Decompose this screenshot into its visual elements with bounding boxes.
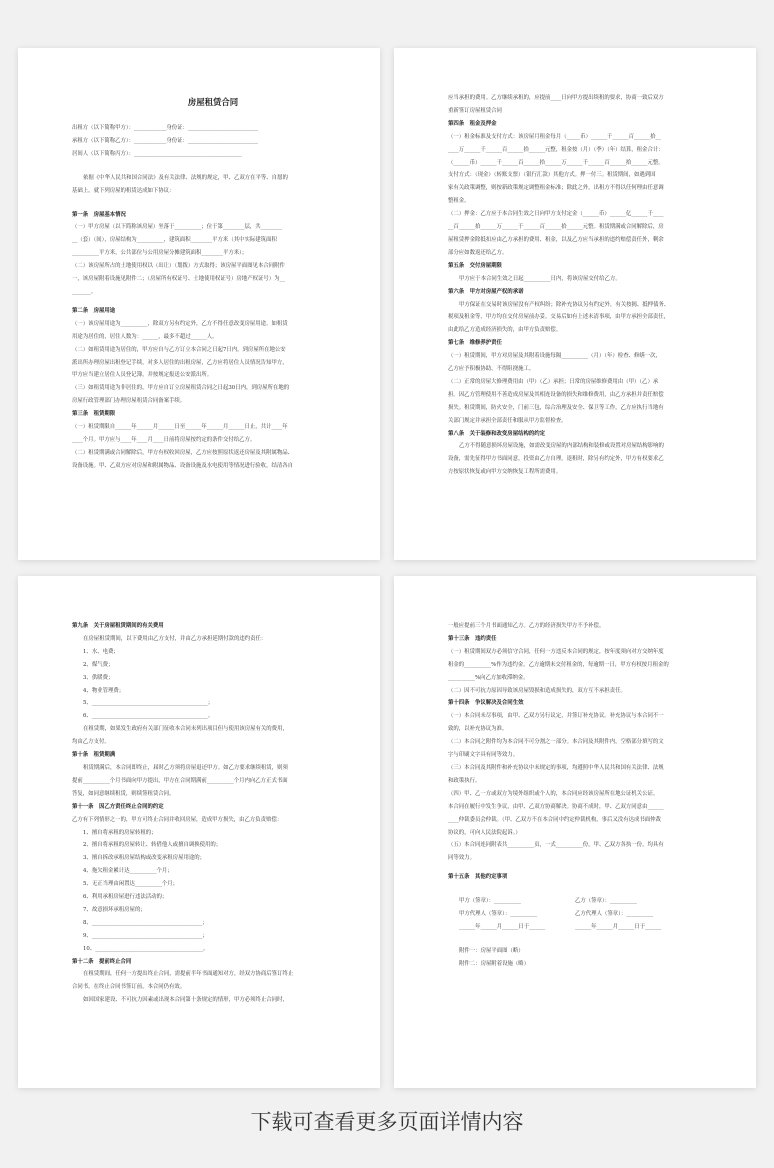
section-heading: 第十一条 因乙方责任终止合同的约定: [72, 803, 164, 810]
clause-line: 5、___________________________________________；: [83, 700, 214, 707]
clause-line: ____万______千______百______拾______元整，租金按（月）（季）（年）结算，租金合计：: [448, 146, 664, 153]
section-heading: 第十五条 其他约定事项: [448, 874, 508, 881]
clause-line: 字与印刷文字具有同等效力。: [448, 752, 519, 759]
clause-line: 3、擅自拆改承租房屋结构或改变承租房屋用途的；: [83, 855, 206, 862]
clause-line: 一般应提前三个月书面通知乙方。乙方的经济损失甲方不予补偿。: [448, 623, 605, 629]
clause-line: __百______拾______万______千______百______拾______元整。租赁期满或合同解除后，房: [448, 224, 664, 231]
signature-row: [448, 921, 730, 934]
clause-line: 致的，以补充协议为准。: [448, 726, 508, 733]
clause-line: 6、___________________________________________。: [83, 713, 214, 720]
signature-row: [448, 895, 730, 908]
party-landlord: 出租方（以下简称甲方）：____________身份证：__________________________: [72, 125, 258, 131]
section-heading: 第十二条 提前终止合同: [72, 958, 132, 965]
document-page-3: [18, 576, 380, 1088]
clause-line: 支付方式：（现金）（转账支票）（银行汇款）其他方式。押一付三。租赁期间，如遇到国: [448, 172, 656, 179]
clause-line: 屋租赁押金除抵扣应由乙方承担的费用、租金，以及乙方应当承担的违约赔偿责任外，剩余: [448, 236, 664, 243]
clause-line: 关部门规定并承担全部责任和服从甲方监督检查。: [448, 417, 567, 424]
landlord-signature: 甲方（签章）：__________: [459, 898, 521, 905]
clause-line: 部分应如数返还给乙方。: [448, 249, 508, 256]
clause-line: 同等效力。: [448, 855, 475, 862]
clause-line: 10、________________________________________。: [83, 945, 209, 952]
clause-line: 6、利用承租房屋进行违法活动的；: [83, 894, 168, 901]
clause-line: 重新签订房屋租赁合同: [448, 107, 502, 114]
clause-line: 答复，如同意继续租赁，则续签租赁合同。: [72, 790, 175, 797]
clause-line: （一）租赁期间双方必须信守合同，任何一方违反本合同的规定，按年度须向对方交纳年度: [448, 648, 664, 655]
section-heading: 第七条 维修养护责任: [448, 340, 502, 347]
clause-line: （一）甲方房屋（以下简称该房屋）坐落于__________；位于第________层，共________: [72, 224, 283, 231]
clause-line: 在租赁期，如果发生政府有关部门征收本合同未列出项目但与使用该房屋有关的费用，: [83, 726, 288, 733]
clause-line: （二）押金：乙方应于本合同生效之日向甲方支付定金（______币）______亿______千____: [448, 211, 664, 218]
clause-line: 8、_________________________________________；: [83, 919, 208, 926]
clause-line: 2、擅自将承租的房屋转让、转借他人或擅自调换使用的；: [83, 842, 222, 849]
section-heading: 第九条 关于房屋租赁期间的有关费用: [72, 623, 164, 629]
clause-line: 损失。租赁期间，防火安全，门前三包，综合治理及安全、保卫等工作，乙方应执行当地有: [448, 404, 664, 411]
clause-line: （一）该房屋用途为__________，除双方另有约定外，乙方不得任意改变房屋用途。如租赁: [72, 320, 288, 327]
clause-line: 设备设施。甲、乙双方应对房屋和附属物品、设备设施及水电使用等情况进行验收，结清各自: [72, 462, 294, 469]
clause-line: 一，该房屋附着设施见附件二；（房屋所有权证号、土地使用权证号）房地产权证号）为__: [72, 276, 285, 283]
clause-line: 甲方应当建立居住人员登记簿，并按规定报送公安派出所。: [72, 372, 213, 379]
clause-line: 甲方应于本合同生效之日起__________日内，将该房屋交付给乙方。: [459, 275, 621, 282]
clause-line: （一）租赁期限自______年______月______日至______年______月______日止，共计____年: [72, 424, 288, 431]
clause-line: （一）租金标准及支付方式：该房屋月租金每月（_____币）______千______百______拾__: [448, 133, 661, 140]
tenant-agent-signature: 乙方代理人（签章）：__________: [575, 911, 654, 918]
clause-line: 乙方不得随意损坏房屋设施，如需改变房屋的内部结构和装修或设置对房屋结构影响的: [459, 443, 664, 450]
clause-line: 1、擅自将承租的房屋转租的；: [83, 829, 157, 836]
clause-line: 1、水、电费；: [83, 648, 119, 655]
clause-line: （二）本合同之附件均为本合同不可分割之一部分。本合同及其附件内，空格部分填写的文: [448, 739, 664, 746]
document-title: 房屋租赁合同: [187, 97, 239, 107]
document-page-2: [394, 48, 756, 560]
clause-line: 派出所办理房屋出租登记手续，对多人居住的出租房屋，乙方应将居住人员情况告知甲方，: [72, 359, 288, 366]
clause-line: 4、物业管理费；: [83, 687, 125, 694]
document-page-1: [18, 48, 380, 560]
section-heading: 第三条 租赁期限: [72, 411, 116, 418]
clause-line: 家有关政策调整，则按新政策规定调整租金标准；除此之外，出租方不得以任何理由任意调: [448, 185, 664, 192]
clause-line: __________平方米，公共部位与公用房屋分摊建筑面积________平方米）；: [72, 250, 248, 257]
clause-line: 和政策执行。: [448, 777, 481, 784]
clause-line: 在房屋租赁期间，以下费用由乙方支付，并由乙方承担延期付款的违约责任：: [83, 635, 267, 642]
clause-line: （三）如租赁用途为非居住的，甲方应自订立房屋租赁合同之日起30日内，到房屋所在地的: [72, 385, 290, 392]
section-heading: 第二条 房屋用途: [72, 307, 116, 314]
section-heading: 第一条 房屋基本情况: [72, 211, 126, 218]
clause-line: 乙方应予积极协助，不得阻挠施工。: [448, 366, 535, 373]
clause-line: （二）如租赁用途为居住的，甲方应自与乙方订立本合同之日起7日内，到房屋所在地公安: [72, 346, 286, 353]
section-heading: 第五条 交付房屋期限: [448, 262, 502, 269]
clause-line: 3、供暖费；: [83, 674, 114, 681]
clause-line: 提前__________个月书面向甲方提出，甲方在合同期满前__________个月内向乙方正式书面: [72, 777, 288, 784]
intro-line: 基础上，就下列房屋的租赁达成如下协议：: [72, 187, 175, 194]
document-page-4: [394, 576, 756, 1088]
section-heading: 第十四条 争议解决及合同生效: [448, 700, 524, 707]
clause-line: （二）因不可抗力原因导致该房屋毁损和造成损失的，双方互不承担责任。: [448, 687, 626, 694]
download-more-prompt[interactable]: 下载可查看更多页面详情内容: [250, 1110, 524, 1134]
clause-line: （四）甲、乙一方或双方为境外组织或个人的，本合同应经该房屋所在地公证机关公证。: [448, 790, 659, 797]
section-heading: 第四条 租金及押金: [448, 120, 497, 127]
landlord-sign-date: ______年______月______日于______: [459, 923, 546, 930]
party-tenant: 承租方（以下简称乙方）：____________身份证：__________________________: [72, 137, 258, 144]
clause-line: 合同书，在终止合同书签订前，本合同仍有效。: [72, 984, 186, 991]
clause-line: 由此给乙方造成经济损失的，由甲方负责赔偿。: [448, 327, 562, 334]
clause-line: _______。: [72, 288, 97, 295]
signature-row: [448, 908, 730, 921]
clause-line: 应当承担的费用。乙方继续承租的，应提前____日向甲方提出续租的要求，协商一致后双方: [448, 95, 664, 101]
clause-line: __________%向乙方加收滞纳金。: [448, 674, 529, 681]
clause-line: 用途为居住的，居住人数为：______，最多不超过______人。: [72, 333, 218, 340]
tenant-sign-date: ______年______月______日于______: [575, 923, 662, 930]
clause-line: （______币）______千______百______拾______万______千______百______拾______元整。: [448, 159, 664, 166]
clause-line: 方按原状恢复或向甲方交纳恢复工程所需费用。: [448, 469, 562, 476]
landlord-agent-signature: 甲方代理人（签章）：__________: [459, 911, 538, 918]
clause-line: ____个月。甲方应与____年____月____日前将房屋按约定的条件交付给乙方。: [72, 436, 256, 443]
clause-line: 2、煤气费；: [83, 661, 114, 668]
clause-line: 在租赁期间，任何一方提出终止合同，需提前半年书面通知对方，经双方协商后签订终止: [83, 971, 294, 978]
attachment-item: 附件一：房屋平面图（略）: [459, 947, 524, 954]
clause-line: 7、故意损坏承租房屋的；: [83, 906, 146, 913]
party-agent: 居间人（以下简称丙方）：________________________________________: [72, 150, 242, 157]
clause-line: 租赁期满后，本合同即终止，届时乙方须将房屋退还甲方。如乙方要求继续租赁，则须: [83, 764, 288, 771]
clause-line: 房屋行政管理部门办理房屋租赁合同备案手续。: [72, 398, 186, 405]
attachment-item: 附件二：房屋附着设施（略）: [459, 960, 530, 967]
clause-line: 4、拖欠租金累计达__________个月；: [83, 868, 173, 875]
intro-line: 依据《中华人民共和国合同法》及有关法律、法规的规定，甲、乙双方在平等、自愿的: [83, 174, 288, 181]
clause-line: 整租金。: [448, 198, 470, 205]
tenant-signature: 乙方（签章）：__________: [575, 898, 637, 905]
clause-line: （五）本合同连同附表共__________页，一式__________份，甲、乙双方各执一份，均具有: [448, 842, 664, 849]
clause-line: 设备，需先征得甲方书面同意，投资由乙方自理。退租时，除另有约定外，甲方有权要求乙: [448, 456, 664, 463]
clause-line: ____仲裁委员会仲裁。（甲、乙双方不在本合同中约定仲裁机构，事后又没有达成书面仲裁: [448, 816, 661, 823]
clause-line: 本合同在履行中发生争议，由甲、乙双方协商解决。协商不成时，甲、乙双方同意由______: [448, 803, 664, 810]
clause-line: 均由乙方支付。: [72, 739, 110, 746]
clause-line: 如因国家建设、不可抗力因素或出现本合同第十条规定的情形，甲方必须终止合同时，: [83, 997, 288, 1004]
section-heading: 第十三条 违约责任: [448, 635, 497, 642]
clause-line: 协议的，可向人民法院起诉。）: [448, 829, 521, 836]
clause-line: 乙方有下列情形之一的，甲方可终止合同并收回房屋，造成甲方损失，由乙方负责赔偿：: [72, 816, 283, 823]
section-heading: 第六条 甲方对房屋产权的承诺: [448, 288, 524, 295]
clause-line: （二）租赁期满或合同解除后，甲方有权收回房屋，乙方应按照原状返还房屋及其附属物品、: [72, 449, 294, 456]
section-heading: 第八条 关于装修和改变房屋结构的约定: [448, 430, 546, 437]
clause-line: （一）租赁期间，甲方对房屋及其附着设施每隔__________（月）（年）检查、修缮一次，: [448, 353, 661, 360]
clause-line: 担。因乙方管理使用不善造成房屋及其相连设备的损失和维修费用，由乙方承担并责任赔偿: [448, 391, 664, 398]
clause-line: （三）本合同及其附件和补充协议中未规定的事项，均遵照中华人民共和国有关法律、法规: [448, 764, 664, 771]
clause-line: 甲方保证在交易时该房屋没有产权纠纷；除补充协议另有约定外，有关按揭、抵押债务、: [459, 301, 670, 308]
clause-line: 租金的__________%作为违约金。乙方逾期未交付租金的，每逾期一日，甲方有权按月租金的: [448, 661, 669, 668]
clause-line: （二）该房屋所占的土地使用权以（出让）（划拨）方式取得；该房屋平面图见本合同附件: [72, 263, 285, 270]
clause-line: 税项及租金等，甲方均在交付房屋前办妥。交易后如有上述未清事项，由甲方承担全部责任，: [448, 314, 670, 321]
clause-line: __（套）（间），房屋结构为__________，建筑面积________平方米（其中实际建筑面积: [72, 237, 277, 244]
section-heading: 第十条 租赁期满: [72, 752, 116, 759]
clause-line: 9、_________________________________________；: [83, 932, 208, 939]
clause-line: （一）本合同未尽事项，由甲、乙双方另行议定，并签订补充协议。补充协议与本合同不一: [448, 713, 664, 720]
clause-line: 5、无正当理由闲置达__________个月；: [83, 881, 179, 888]
clause-line: （二）正常的房屋大修理费用由（甲）（乙）承担；日常的房屋维修费用由（甲）（乙）承: [448, 378, 659, 385]
